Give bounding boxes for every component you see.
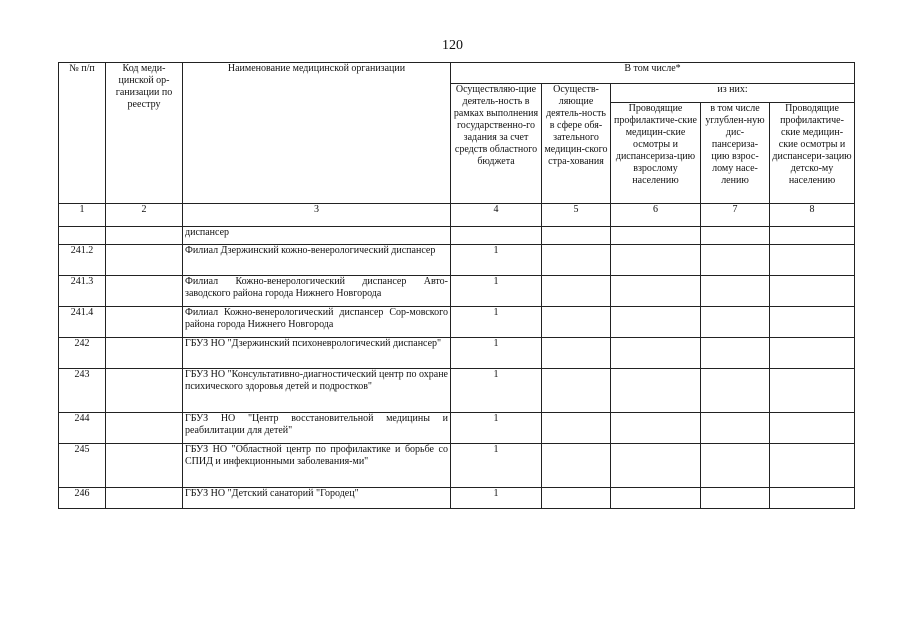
column-number: 4 [451, 204, 542, 227]
row-c5 [542, 307, 611, 338]
row-code [106, 245, 183, 276]
table-row [59, 307, 855, 338]
row-c4: 1 [451, 276, 542, 307]
row-code [106, 338, 183, 369]
row-name: Филиал Кожно-венерологический диспансер Авто-заводского района города Нижнего Новгорода [183, 276, 451, 307]
row-c4: 1 [451, 369, 542, 413]
row-c8 [770, 227, 855, 245]
header-of-them: из них: [611, 84, 855, 103]
row-name: ГБУЗ НО "Центр восстановительной медицины и реабилитации для детей" [183, 413, 451, 444]
row-num: 241.2 [59, 245, 106, 276]
page-number: 120 [442, 38, 463, 53]
row-c4: 1 [451, 413, 542, 444]
row-code [106, 444, 183, 488]
row-c6 [611, 276, 701, 307]
row-c5 [542, 444, 611, 488]
row-c4: 1 [451, 338, 542, 369]
row-c5 [542, 338, 611, 369]
header-col-deep: в том числе углублен-ную дис-пансериза-цию взрос-лому насе-лению [701, 103, 770, 204]
row-name: диспансер [183, 227, 451, 245]
row-code [106, 369, 183, 413]
row-c4: 1 [451, 444, 542, 488]
row-c6 [611, 444, 701, 488]
row-code [106, 413, 183, 444]
table-row [59, 245, 855, 276]
header-col-prof-child: Проводящие профилактиче-ские медицин-ские осмотры и диспансери-зацию детско-му населению [770, 103, 855, 204]
row-c8 [770, 369, 855, 413]
column-number: 6 [611, 204, 701, 227]
column-number: 2 [106, 204, 183, 227]
row-code [106, 488, 183, 509]
column-number: 1 [59, 204, 106, 227]
row-num: 245 [59, 444, 106, 488]
row-c7 [701, 444, 770, 488]
row-c6 [611, 307, 701, 338]
row-c5 [542, 227, 611, 245]
header-col-prof-adult: Проводящие профилактиче-ские медицин-ские осмотры и диспансериза-цию взрослому населению [611, 103, 701, 204]
row-c5 [542, 413, 611, 444]
row-c8 [770, 488, 855, 509]
row-num: 241.3 [59, 276, 106, 307]
row-name: Филиал Кожно-венерологический диспансер Сор-мовского района города Нижнего Новгорода [183, 307, 451, 338]
row-c5 [542, 488, 611, 509]
row-c5 [542, 369, 611, 413]
row-name: ГБУЗ НО "Дзержинский психоневрологический диспансер" [183, 338, 451, 369]
row-code [106, 307, 183, 338]
row-c8 [770, 444, 855, 488]
row-c7 [701, 488, 770, 509]
row-c4: 1 [451, 307, 542, 338]
row-name: Филиал Дзержинский кожно-венерологический диспансер [183, 245, 451, 276]
row-c7 [701, 338, 770, 369]
row-num: 246 [59, 488, 106, 509]
table-row [59, 488, 855, 509]
header-col-num: № п/п [59, 63, 106, 204]
row-c8 [770, 338, 855, 369]
row-c8 [770, 276, 855, 307]
column-number: 8 [770, 204, 855, 227]
row-c7 [701, 369, 770, 413]
row-num [59, 227, 106, 245]
header-row-main [59, 63, 855, 84]
row-c4 [451, 227, 542, 245]
row-c6 [611, 488, 701, 509]
row-code [106, 227, 183, 245]
row-c7 [701, 307, 770, 338]
row-c8 [770, 413, 855, 444]
column-number: 5 [542, 204, 611, 227]
column-number: 3 [183, 204, 451, 227]
row-name: ГБУЗ НО "Областной центр по профилактике и борьбе со СПИД и инфекционными заболевания-ми" [183, 444, 451, 488]
column-number: 7 [701, 204, 770, 227]
row-c6 [611, 413, 701, 444]
row-code [106, 276, 183, 307]
row-num: 242 [59, 338, 106, 369]
column-number-row [59, 204, 855, 227]
row-c6 [611, 245, 701, 276]
row-num: 243 [59, 369, 106, 413]
row-c5 [542, 276, 611, 307]
row-c6 [611, 369, 701, 413]
header-col-oms: Осуществ-ляющие деятель-ность в сфере обя-зательного медицин-ского стра-хования [542, 84, 611, 204]
row-c8 [770, 307, 855, 338]
row-c8 [770, 245, 855, 276]
table-row [59, 369, 855, 413]
row-num: 241.4 [59, 307, 106, 338]
row-c7 [701, 227, 770, 245]
table-row [59, 276, 855, 307]
row-name: ГБУЗ НО "Детский санаторий "Городец" [183, 488, 451, 509]
table-row [59, 338, 855, 369]
row-c7 [701, 245, 770, 276]
medical-organizations-table [58, 62, 855, 509]
header-col-code: Код меди-цинской ор-ганизации по реестру [106, 63, 183, 204]
row-c4: 1 [451, 488, 542, 509]
header-including: В том числе* [451, 63, 855, 84]
row-c5 [542, 245, 611, 276]
row-c4: 1 [451, 245, 542, 276]
row-num: 244 [59, 413, 106, 444]
row-name: ГБУЗ НО "Консультативно-диагностический центр по охране психического здоровья детей и подростков" [183, 369, 451, 413]
header-col-name: Наименование медицинской организации [183, 63, 451, 204]
table-row [59, 227, 855, 245]
table-row [59, 413, 855, 444]
table-row [59, 444, 855, 488]
header-col-state-task: Осуществляю-щие деятель-ность в рамках выполнения государственно-го задания за счет средств областного бюджета [451, 84, 542, 204]
row-c7 [701, 413, 770, 444]
row-c7 [701, 276, 770, 307]
row-c6 [611, 338, 701, 369]
row-c6 [611, 227, 701, 245]
